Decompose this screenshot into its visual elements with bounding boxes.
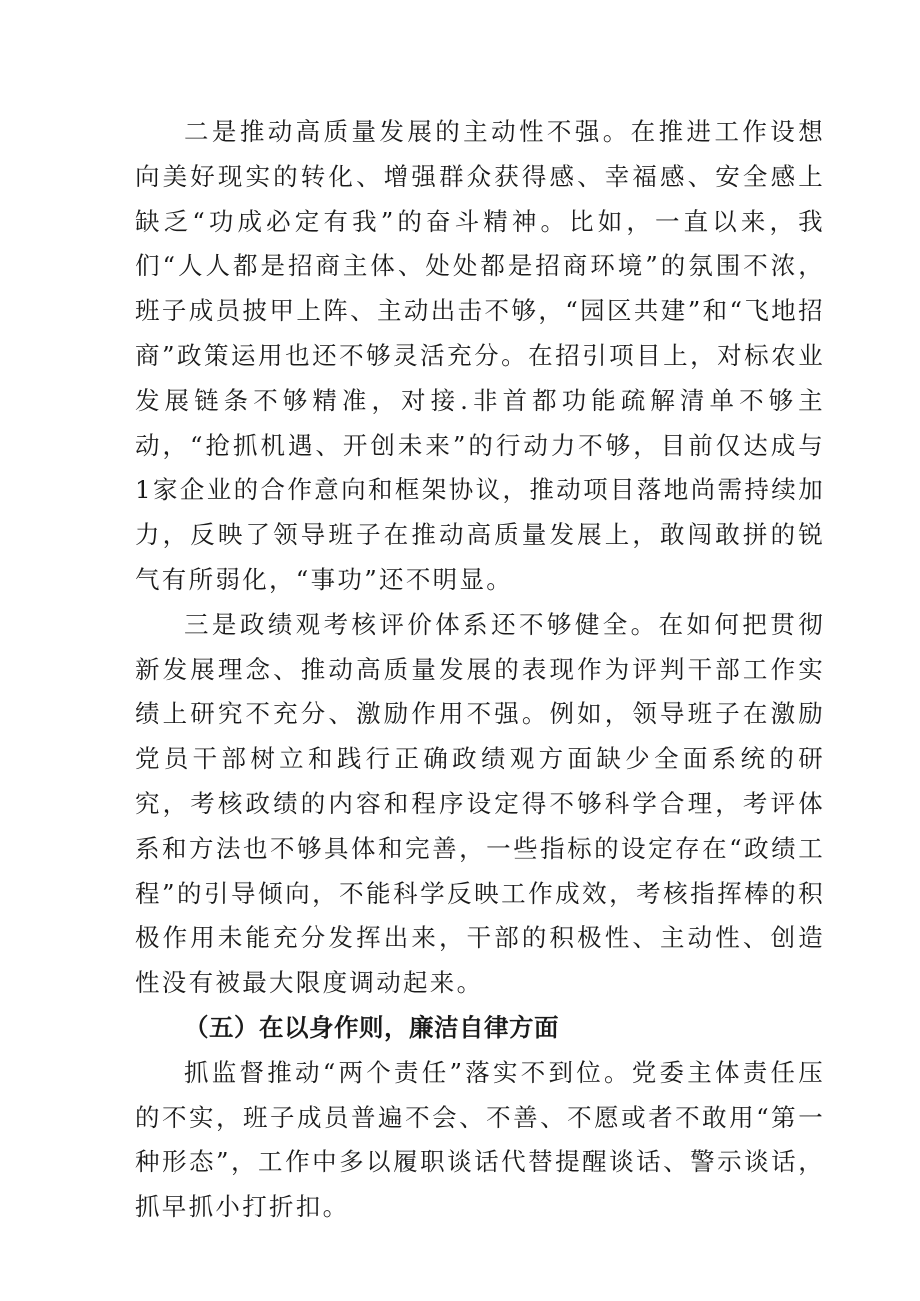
section-heading: （五）在以身作则，廉洁自律方面 — [184, 1012, 559, 1042]
paragraph-supervision: 抓监督推动“两个责任”落实不到位。党委主体责任压的不实，班子成员普遍不会、不善、不愿或者不敢用“第一种形态”，工作中多以履职谈话代替提醒谈话、警示谈话，抓早抓小打折扣。 — [135, 1057, 825, 1222]
paragraph-three: 三是政绩观考核评价体系还不够健全。在如何把贯彻新发展理念、推动高质量发展的表现作为评判干部工作实绩上研究不充分、激励作用不强。例如，领导班子在激励党员干部树立和践行正确政绩观方面缺少全面系统的研究，考核政绩的内容和程序设定得不够科学合理，考评体系和方法也不够具体和完善，一些指标的设定存在“政绩工程”的引导倾向，不能科学反映工作成效，考核指挥棒的积极作用未能充分发挥出来，干部的积极性、主动性、创造性没有被最大限度调动起来。 — [135, 609, 825, 998]
document-body — [135, 110, 825, 1230]
paragraph-two: 二是推动高质量发展的主动性不强。在推进工作设想向美好现实的转化、增强群众获得感、幸福感、安全感上缺乏“功成必定有我”的奋斗精神。比如，一直以来，我们“人人都是招商主体、处处都是招商环境”的氛围不浓，班子成员披甲上阵、主动出击不够，“园区共建”和“飞地招商”政策运用也还不够灵活充分。在招引项目上，对标农业发展链条不够精准，对接.非首都功能疏解清单不够主动，“抢抓机遇、开创未来”的行动力不够，目前仅达成与1家企业的合作意向和框架协议，推动项目落地尚需持续加力，反映了领导班子在推动高质量发展上，敢闯敢拼的锐气有所弱化，“事功”还不明显。 — [135, 117, 825, 594]
